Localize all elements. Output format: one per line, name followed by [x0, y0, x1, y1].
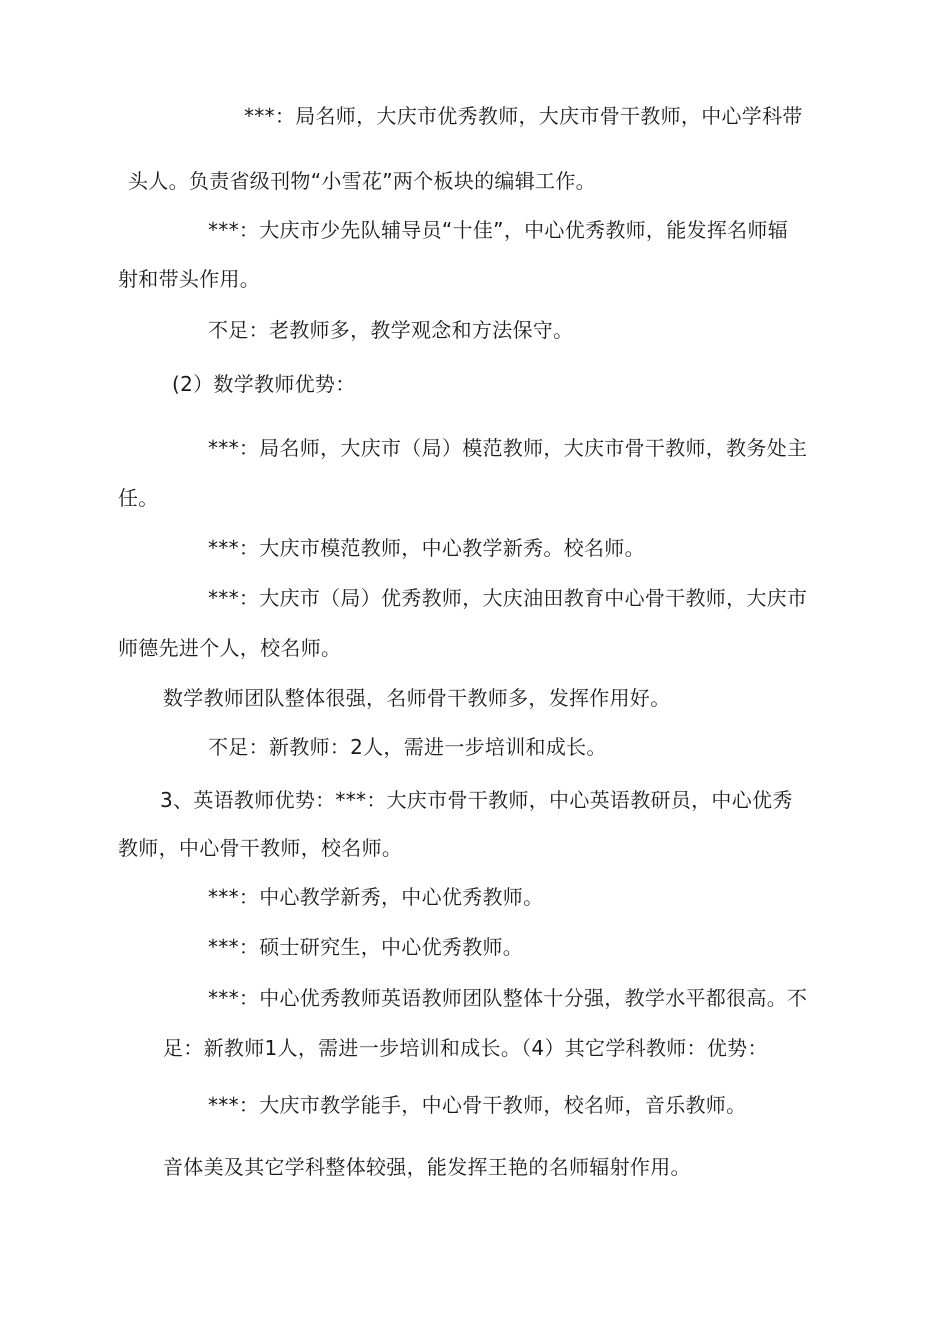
- text-line: 足：新教师1人，需进一步培训和成长。（4）其它学科教师：优势：: [163, 1036, 768, 1060]
- text-line: 音体美及其它学科整体较强，能发挥王艳的名师辐射作用。: [163, 1155, 691, 1179]
- text-line: ***：大庆市少先队辅导员“十佳”，中心优秀教师，能发挥名师辐: [208, 218, 789, 242]
- text-line: ***：大庆市教学能手，中心骨干教师，校名师，音乐教师。: [208, 1093, 747, 1117]
- text-line: ***：硕士研究生，中心优秀教师。: [208, 935, 524, 959]
- text-line: ***：局名师，大庆市（局）模范教师，大庆市骨干教师，教务处主: [208, 436, 808, 460]
- text-line: 不足：新教师：2人，需进一步培训和成长。: [208, 735, 607, 759]
- text-line: 师德先进个人，校名师。: [118, 636, 342, 660]
- text-line: ***：大庆市模范教师，中心教学新秀。校名师。: [208, 536, 645, 560]
- text-line: 头人。负责省级刊物“小雪花”两个板块的编辑工作。: [128, 169, 596, 193]
- text-line: ***：大庆市（局）优秀教师，大庆油田教育中心骨干教师，大庆市: [208, 586, 808, 610]
- text-line: ***：中心优秀教师英语教师团队整体十分强，教学水平都很高。不: [208, 986, 808, 1010]
- section-heading: 3、英语教师优势：***：大庆市骨干教师，中心英语教研员，中心优秀: [160, 788, 793, 812]
- text-line: ***：局名师，大庆市优秀教师，大庆市骨干教师，中心学科带: [244, 104, 803, 128]
- text-line: ***：中心教学新秀，中心优秀教师。: [208, 885, 544, 909]
- text-line: 教师，中心骨干教师，校名师。: [118, 836, 403, 860]
- text-line: 任。: [118, 486, 159, 510]
- text-line: 数学教师团队整体很强，名师骨干教师多，发挥作用好。: [163, 686, 671, 710]
- text-line: 射和带头作用。: [118, 267, 261, 291]
- section-heading: (2）数学教师优势：: [172, 372, 356, 396]
- text-line: 不足：老教师多，教学观念和方法保守。: [208, 318, 574, 342]
